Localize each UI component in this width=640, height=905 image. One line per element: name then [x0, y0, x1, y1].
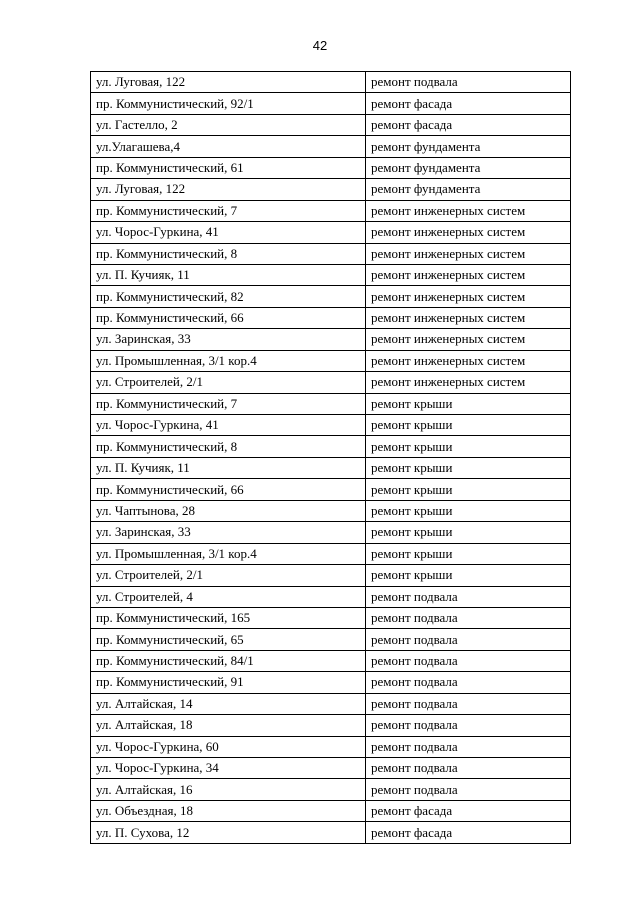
address-cell: пр. Коммунистический, 66	[91, 307, 366, 328]
table-row	[91, 779, 571, 800]
address-cell: ул. Чорос-Гуркина, 41	[91, 415, 366, 436]
address-cell: ул. П. Кучияк, 11	[91, 457, 366, 478]
address-cell: пр. Коммунистический, 61	[91, 157, 366, 178]
address-cell: ул. Гастелло, 2	[91, 114, 366, 135]
table-row	[91, 672, 571, 693]
address-cell: ул. Чорос-Гуркина, 34	[91, 758, 366, 779]
table-row	[91, 715, 571, 736]
work-type-cell: ремонт фасада	[366, 822, 571, 843]
work-type-cell: ремонт фасада	[366, 114, 571, 135]
table-row	[91, 543, 571, 564]
work-type-cell: ремонт крыши	[366, 479, 571, 500]
address-cell: ул. Строителей, 2/1	[91, 372, 366, 393]
table-row	[91, 607, 571, 628]
work-type-cell: ремонт подвала	[366, 758, 571, 779]
table-row	[91, 800, 571, 821]
work-type-cell: ремонт инженерных систем	[366, 200, 571, 221]
table-row	[91, 500, 571, 521]
address-cell: ул. П. Кучияк, 11	[91, 264, 366, 285]
table-row	[91, 264, 571, 285]
address-cell: пр. Коммунистический, 91	[91, 672, 366, 693]
table-row	[91, 136, 571, 157]
work-type-cell: ремонт инженерных систем	[366, 243, 571, 264]
address-cell: ул. Луговая, 122	[91, 72, 366, 93]
address-cell: пр. Коммунистический, 8	[91, 243, 366, 264]
work-type-cell: ремонт подвала	[366, 72, 571, 93]
work-type-cell: ремонт фасада	[366, 93, 571, 114]
work-type-cell: ремонт инженерных систем	[366, 264, 571, 285]
address-cell: ул. Промышленная, 3/1 кор.4	[91, 543, 366, 564]
work-type-cell: ремонт крыши	[366, 522, 571, 543]
address-cell: пр. Коммунистический, 7	[91, 200, 366, 221]
work-type-cell: ремонт крыши	[366, 543, 571, 564]
address-cell: ул.Улагашева,4	[91, 136, 366, 157]
address-cell: ул. Объездная, 18	[91, 800, 366, 821]
table-row	[91, 157, 571, 178]
address-cell: ул. Строителей, 4	[91, 586, 366, 607]
address-cell: ул. Чорос-Гуркина, 60	[91, 736, 366, 757]
work-type-cell: ремонт инженерных систем	[366, 329, 571, 350]
address-cell: ул. Заринская, 33	[91, 329, 366, 350]
table-row	[91, 415, 571, 436]
table-row	[91, 586, 571, 607]
address-cell: ул. Промышленная, 3/1 кор.4	[91, 350, 366, 371]
work-type-cell: ремонт подвала	[366, 607, 571, 628]
table-row	[91, 307, 571, 328]
repair-works-table	[90, 71, 571, 844]
address-cell: пр. Коммунистический, 82	[91, 286, 366, 307]
address-cell: ул. Чорос-Гуркина, 41	[91, 222, 366, 243]
work-type-cell: ремонт подвала	[366, 672, 571, 693]
table-row	[91, 114, 571, 135]
table-row	[91, 736, 571, 757]
table-row	[91, 436, 571, 457]
work-type-cell: ремонт крыши	[366, 436, 571, 457]
table-row	[91, 693, 571, 714]
address-cell: пр. Коммунистический, 7	[91, 393, 366, 414]
work-type-cell: ремонт подвала	[366, 586, 571, 607]
address-cell: ул. Луговая, 122	[91, 179, 366, 200]
work-type-cell: ремонт инженерных систем	[366, 222, 571, 243]
table-row	[91, 93, 571, 114]
table-row	[91, 179, 571, 200]
work-type-cell: ремонт подвала	[366, 629, 571, 650]
table-row	[91, 372, 571, 393]
address-cell: ул. Строителей, 2/1	[91, 565, 366, 586]
address-cell: пр. Коммунистический, 92/1	[91, 93, 366, 114]
table-row	[91, 822, 571, 843]
work-type-cell: ремонт подвала	[366, 715, 571, 736]
work-type-cell: ремонт крыши	[366, 415, 571, 436]
table-row	[91, 222, 571, 243]
address-cell: ул. Алтайская, 16	[91, 779, 366, 800]
work-type-cell: ремонт крыши	[366, 457, 571, 478]
work-type-cell: ремонт инженерных систем	[366, 307, 571, 328]
table-row	[91, 393, 571, 414]
table-row	[91, 72, 571, 93]
table-row	[91, 243, 571, 264]
work-type-cell: ремонт фундамента	[366, 157, 571, 178]
work-type-cell: ремонт крыши	[366, 500, 571, 521]
table-row	[91, 650, 571, 671]
table-row	[91, 286, 571, 307]
address-cell: пр. Коммунистический, 8	[91, 436, 366, 457]
work-type-cell: ремонт фундамента	[366, 179, 571, 200]
table-row	[91, 350, 571, 371]
address-cell: пр. Коммунистический, 84/1	[91, 650, 366, 671]
table-row	[91, 329, 571, 350]
address-cell: ул. Алтайская, 14	[91, 693, 366, 714]
table-row	[91, 758, 571, 779]
page-number: 42	[312, 38, 328, 53]
address-cell: ул. Заринская, 33	[91, 522, 366, 543]
address-cell: ул. П. Сухова, 12	[91, 822, 366, 843]
table-row	[91, 479, 571, 500]
table-row	[91, 457, 571, 478]
address-cell: ул. Алтайская, 18	[91, 715, 366, 736]
work-type-cell: ремонт инженерных систем	[366, 350, 571, 371]
address-cell: пр. Коммунистический, 65	[91, 629, 366, 650]
work-type-cell: ремонт подвала	[366, 779, 571, 800]
work-type-cell: ремонт инженерных систем	[366, 372, 571, 393]
work-type-cell: ремонт подвала	[366, 693, 571, 714]
table-row	[91, 565, 571, 586]
table-body	[91, 72, 571, 844]
table-row	[91, 522, 571, 543]
work-type-cell: ремонт фундамента	[366, 136, 571, 157]
work-type-cell: ремонт крыши	[366, 565, 571, 586]
address-cell: пр. Коммунистический, 165	[91, 607, 366, 628]
address-cell: пр. Коммунистический, 66	[91, 479, 366, 500]
work-type-cell: ремонт подвала	[366, 736, 571, 757]
work-type-cell: ремонт крыши	[366, 393, 571, 414]
table-row	[91, 200, 571, 221]
address-cell: ул. Чаптынова, 28	[91, 500, 366, 521]
work-type-cell: ремонт подвала	[366, 650, 571, 671]
work-type-cell: ремонт инженерных систем	[366, 286, 571, 307]
table-row	[91, 629, 571, 650]
work-type-cell: ремонт фасада	[366, 800, 571, 821]
